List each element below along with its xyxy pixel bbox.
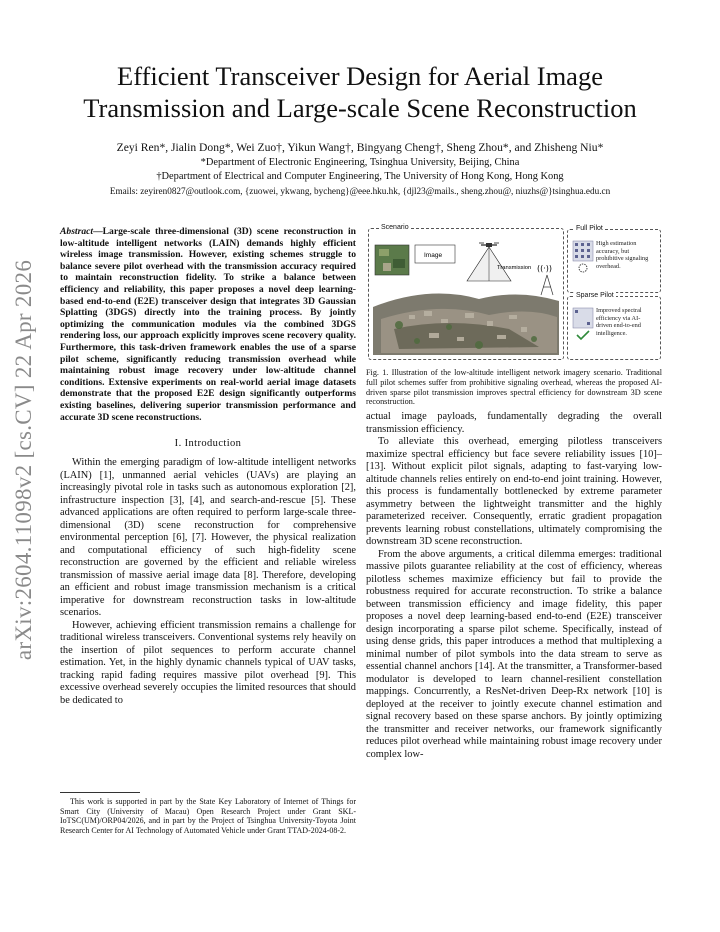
- footnote: This work is supported in part by the State Key Laboratory of Internet of Things for Smart City (University of Macau) Open Research Project under Grant SKL-IoTSC(UM)/ORP04/2026, and in part by the Project of Tsinghua University-Toyota Joint Research Center for AI Technology of Automated Vehicle under Grant TTAD-2024-08-2.: [60, 797, 356, 835]
- sparse-pilot-panel: [567, 292, 661, 360]
- full-pilot-label: Full Pilot: [576, 225, 603, 232]
- full-pilot-text: High estimation accuracy, but prohibitive signaling overhead.: [596, 240, 649, 270]
- body-paragraph: actual image payloads, fundamentally degrading the overall transmission efficiency.: [366, 411, 662, 435]
- sparse-pilot-label: Sparse Pilot: [576, 292, 614, 299]
- check-icon: [577, 331, 589, 339]
- image-label: Image: [424, 252, 443, 259]
- gear-icon: [579, 264, 587, 272]
- scenario-panel: [368, 224, 564, 360]
- affiliation-1: *Department of Electronic Engineering, Tsinghua University, Beijing, China: [200, 157, 520, 168]
- paper-title: Efficient Transceiver Design for Aerial Image Transmission and Large-scale Scene Reconstruction: [83, 61, 637, 123]
- left-column: [60, 226, 356, 707]
- body-paragraph: However, achieving efficient transmission remains a challenge for traditional wireless transceivers. Conventional systems rely heavily on the insertion of pilot sequences to perform accurate channel estimation. Yet, in the highly dynamic channels typical of UAV tasks, tracking rapid fading requires massive pilot overhead [9]. This excessive overhead severely occupies the limited resources that should be dedicated to: [60, 619, 356, 706]
- author-list: Zeyi Ren*, Jialin Dong*, Wei Zuo†, Yikun Wang†, Bingyang Cheng†, Sheng Zhou*, and Zhisheng Niu*: [116, 141, 604, 154]
- base-station-icon: [541, 275, 553, 295]
- dense-pilot-grid: [572, 240, 594, 274]
- arxiv-stamp-text: arXiv:2604.11098v2 [cs.CV] 22 Apr 2026: [11, 259, 36, 661]
- body-paragraph: From the above arguments, a critical dilemma emerges: traditional massive pilots guarantee reliability at the cost of efficiency, whereas pilotless schemes maximize efficiency but fail to provide the robustness required for accurate reconstruction. To strike a balance between transmission efficiency and image fidelity, this paper proposes a novel deep learning-based end-to-end (E2E) transceiver design incorporating a sparse pilot scheme. Specifically, instead of using dense grids, this paper introduces a method that multiplexing a minimal number of pilot symbols into the data stream to serve as essential channel anchors [14]. At the transmitter, a Transformer-based modulator is developed to learn channel-resilient constellation mappings. Concurrently, a ResNet-driven Deep-Rx network [10] is deployed at the receiver to jointly execute channel estimation and signal recovery based on these sparse anchors. By jointly optimizing the transmitter and receiver networks, our framework significantly reduces pilot overhead while maintaining robust image recovery under complex low-: [366, 548, 662, 760]
- author-emails: Emails: zeyiren0827@outlook.com, {zuowei, ykwang, bycheng}@eee.hku.hk, {djl23@mails., sheng.zhou@, niuzhs@}tsinghua.edu.cn: [109, 186, 611, 196]
- scenario-label: Scenario: [381, 224, 409, 231]
- sparse-pilot-text: Improved spectral efficiency via AI-driven end-to-end intelligence.: [596, 307, 642, 337]
- abstract-label: Abstract: [60, 226, 94, 237]
- body-paragraph: Within the emerging paradigm of low-altitude intelligent networks (LAIN) [1], unmanned aerial vehicles (UAVs) are playing an increasingly pivotal role in tasks such as autonomous exploration [2], infrastructure inspection [3], [4], and search-and-rescue [5]. These advanced applications are often required to perform large-scale three-dimensional (3D) scene reconstruction for comprehensive environmental perception [6], [7]. However, the physical realization and computational efficiency of such high-fidelity scene reconstruction are governed by the efficient and reliable wireless transmission of massive aerial image data [8]. Therefore, developing an efficient and robust image transmission mechanism is a critical imperative for downstream reconstruction tasks in low-altitude scenarios.: [60, 457, 356, 619]
- full-pilot-panel: [567, 225, 661, 293]
- drone-icon: [479, 243, 499, 247]
- affiliation-2: †Department of Electrical and Computer Engineering, The University of Hong Kong, Hong Kong: [156, 171, 564, 182]
- sparse-pilot-grid: [572, 307, 594, 343]
- arxiv-stamp: [4, 250, 44, 670]
- figure-caption: Fig. 1. Illustration of the low-altitude intelligent network imagery scenario. Traditional full pilot schemes suffer from prohibitive signaling overhead, whereas the proposed AI-driven sparse pilot transmission improves spectral efficiency for downstream 3D scene reconstruction.: [366, 368, 662, 407]
- section-heading: I. Introduction: [174, 438, 242, 450]
- abstract-text: —Large-scale three-dimensional (3D) scene reconstruction in low-altitude intelligent networks (LAIN) demands highly efficient wireless image transmission. However, existing schemes struggle to balance severe pilot overhead with the transmission accuracy required to maintain reconstruction fidelity. To strike a balance between efficiency and reliability, this paper proposes a novel deep learning-based end-to-end (E2E) transceiver design that integrates 3D Gaussian Splatting (3DGS) directly into the training process. By jointly optimizing the communication modules via the combined 3DGS rendering loss, our approach explicitly improves scene recovery quality. Furthermore, this task-driven framework enables the use of a sparse pilot scheme, significantly reducing transmission overhead while maintaining robust image recovery under low-altitude channel conditions. Extensive experiments on real-world aerial image datasets demonstrate that the proposed E2E design significantly outperforms existing baselines, delivering superior transmission performance and accurate 3D scene reconstructions.: [60, 226, 356, 423]
- body-paragraph: To alleviate this overhead, emerging pilotless transceivers maximize spectral efficiency but face severe reliability issues [10]–[13]. Without explicit pilot signals, adapting to fast-varying low-altitude channels relies entirely on end-to-end joint training. However, this process is fundamentally bottlenecked by extreme parameter asymmetry between the lightweight transmitter and the highly parameterized receiver. Consequently, erratic gradient propagation prevents learning robust constellations, ultimately compromising the downstream 3D scene reconstruction.: [366, 436, 662, 548]
- footnote-rule: [60, 792, 140, 793]
- right-column: [366, 226, 662, 761]
- signal-icon: ((·)): [537, 264, 553, 273]
- transmission-label: Transmission: [497, 265, 532, 271]
- figure-1: [366, 226, 662, 361]
- abstract: [60, 226, 356, 423]
- scenario-illustration: [369, 229, 563, 359]
